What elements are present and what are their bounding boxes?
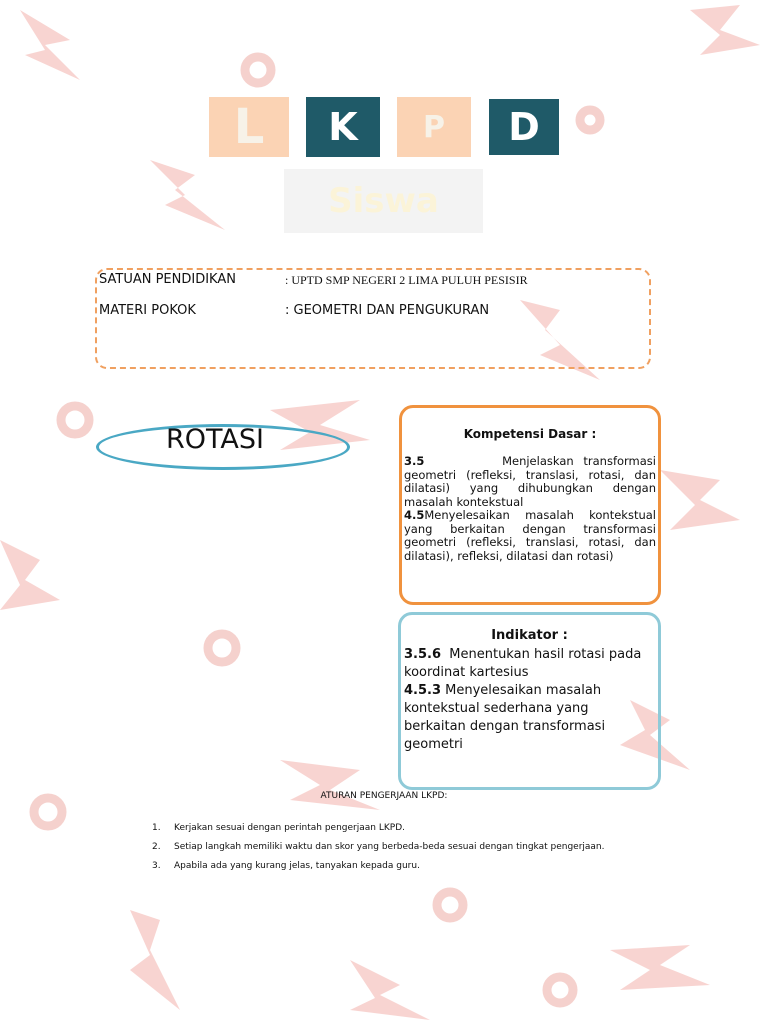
rule-item	[150, 820, 654, 836]
school-label: SATUAN PENDIDIKAN	[99, 272, 236, 287]
subject-label: MATERI POKOK	[99, 303, 196, 318]
ring-icon	[61, 406, 89, 434]
title-tile-p: P	[397, 97, 471, 157]
ring-icon	[245, 57, 271, 83]
ring-icon	[547, 977, 573, 1003]
lightning-bolt-icon	[20, 10, 80, 80]
indikator-item	[404, 646, 654, 682]
kompetensi-item	[404, 455, 656, 509]
rule-number: 3.	[152, 861, 161, 871]
indikator-text	[404, 646, 654, 754]
ring-icon	[437, 892, 463, 918]
rule-number: 2.	[152, 842, 161, 852]
kompetensi-text	[404, 455, 656, 563]
title-tile-k: K	[306, 97, 380, 157]
school-value: : UPTD SMP NEGERI 2 LIMA PULUH PESISIR	[285, 273, 528, 287]
kompetensi-title: Kompetensi Dasar :	[463, 427, 597, 441]
rule-item	[150, 839, 654, 855]
rule-text: Kerjakan sesuai dengan perintah pengerjaan LKPD.	[174, 823, 405, 833]
subject-value: : GEOMETRI DAN PENGUKURAN	[285, 303, 490, 318]
ring-icon	[580, 110, 600, 130]
rule-text: Setiap langkah memiliki waktu dan skor yang berbeda-beda sesuai dengan tingkat pengerjaan.	[174, 842, 605, 852]
indikator-code: 3.5.6	[404, 647, 442, 662]
indikator-title: Indikator :	[491, 628, 568, 643]
rule-text: Apabila ada yang kurang jelas, tanyakan kepada guru.	[174, 861, 420, 871]
lightning-bolt-icon	[280, 760, 380, 810]
kompetensi-desc: Menyelesaikan masalah kontekstual yang berkaitan dengan transformasi geometri (refleksi, translasi, rotasi, dan dilatasi), refleksi, dilatasi dan rotasi)	[404, 508, 656, 563]
indikator-desc: Menentukan hasil rotasi pada koordinat kartesius	[404, 647, 642, 680]
ring-icon	[208, 634, 236, 662]
kompetensi-desc: Menjelaskan transformasi geometri (refleksi, translasi, rotasi, dan dilatasi) yang dihubungkan dengan masalah kontekstual	[404, 454, 656, 509]
lightning-bolt-icon	[130, 910, 180, 1010]
kompetensi-item	[404, 509, 656, 563]
title-tile-l: L	[209, 97, 289, 157]
kompetensi-code: 4.5	[404, 508, 425, 522]
kompetensi-code: 3.5	[404, 454, 425, 468]
ring-icon	[34, 798, 62, 826]
lightning-bolt-icon	[0, 540, 60, 610]
rule-item	[150, 858, 654, 874]
lightning-bolt-icon	[690, 5, 760, 55]
subtitle-siswa: Siswa	[284, 169, 483, 233]
rule-number: 1.	[152, 823, 161, 833]
rules-list	[150, 820, 654, 877]
rules-title: ATURAN PENGERJAAN LKPD:	[320, 791, 448, 801]
indikator-code: 4.5.3	[404, 683, 442, 698]
title-tile-d: D	[489, 99, 559, 155]
lightning-bolt-icon	[610, 945, 710, 990]
lightning-bolt-icon	[660, 470, 740, 530]
lightning-bolt-icon	[150, 160, 225, 230]
topic-title: ROTASI	[166, 424, 264, 455]
indikator-desc: Menyelesaikan masalah kontekstual sederhana yang berkaitan dengan transformasi geometri	[404, 683, 606, 752]
indikator-item	[404, 682, 654, 754]
lightning-bolt-icon	[350, 960, 430, 1020]
